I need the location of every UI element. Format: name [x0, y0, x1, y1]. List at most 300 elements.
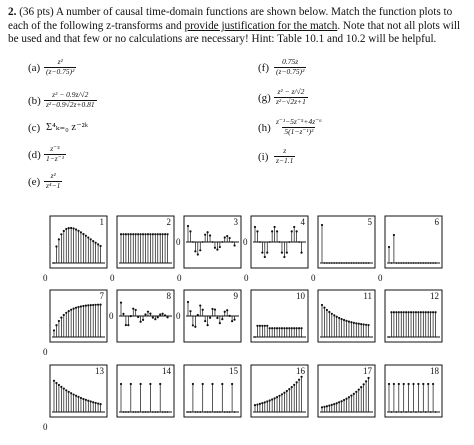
plot-stem-dot	[360, 323, 362, 325]
plot-stem-dot	[391, 411, 393, 413]
plot-stem-dot	[190, 411, 192, 413]
plot-stem-dot	[395, 311, 397, 313]
plot-stem-dot	[53, 380, 55, 382]
plot-stem-dot	[159, 383, 161, 385]
plot-stem-dot	[58, 384, 60, 386]
plot-stem-dot	[350, 321, 352, 323]
plot-stem-dot	[137, 316, 139, 318]
plot-stem-dot	[427, 311, 429, 313]
plot-number: 4	[300, 217, 305, 227]
plot-stem-dot	[229, 315, 231, 317]
plot-stem-dot	[187, 411, 189, 413]
plot-stem-dot	[209, 234, 211, 236]
plot-stem-dot	[298, 379, 300, 381]
plot-stem-dot	[300, 252, 302, 254]
plot-stem-dot	[234, 411, 236, 413]
plot-stem-dot	[216, 317, 218, 319]
plot-number: 18	[430, 366, 439, 376]
transform-label: (b)	[28, 95, 41, 107]
plot-stem-dot	[144, 233, 146, 235]
plot-stem-dot	[231, 383, 233, 385]
plot-stem-dot	[199, 304, 201, 306]
plot-number: 1	[99, 217, 104, 227]
plot-stem-dot	[122, 313, 124, 315]
plot-stem-dot	[345, 320, 347, 322]
plot-stem-dot	[152, 316, 154, 318]
plot-stem-dot	[53, 329, 55, 331]
plot-number: 11	[363, 291, 372, 301]
plot-stem-dot	[149, 383, 151, 385]
plot-stem-dot	[328, 311, 330, 313]
plot-stem-dot	[333, 262, 335, 264]
plot-stem-dot	[58, 238, 60, 240]
plot-stem-dot	[425, 411, 427, 413]
plot-stem-dot	[127, 233, 129, 235]
plot-stem-dot	[58, 320, 60, 322]
plot-stem-dot	[55, 245, 57, 247]
plot-stem-dot	[363, 383, 365, 385]
plot-stem-dot	[152, 411, 154, 413]
plot-stem-dot	[283, 327, 285, 329]
plot-stem-dot	[333, 314, 335, 316]
transform-numerator: z² − 0.9z/√2	[52, 90, 89, 99]
plot-stem-dot	[140, 383, 142, 385]
plot-stem-dot	[135, 233, 137, 235]
plot-stem-dot	[274, 226, 276, 228]
plot-stem-dot	[279, 241, 281, 243]
plot-stem-dot	[283, 256, 285, 258]
plot-stem-dot	[358, 389, 360, 391]
plot-stem-dot	[432, 262, 434, 264]
plot-stem-dot	[353, 262, 355, 264]
plot-stem-dot	[323, 307, 325, 309]
plot-stem-dot	[259, 241, 261, 243]
plot-stem-dot	[162, 313, 164, 315]
plot-stem-dot	[212, 241, 214, 243]
plot-stem-dot	[350, 395, 352, 397]
plot-stem-dot	[261, 402, 263, 404]
transform-denominator: z−1.1	[276, 155, 294, 165]
transform-label: (c)	[28, 122, 41, 134]
plot-stem-dot	[219, 322, 221, 324]
axis-zero-label: 0	[109, 311, 114, 321]
plot-stem-dot	[53, 262, 55, 264]
plot-stem-dot	[365, 324, 367, 326]
axis-zero-label: 0	[244, 273, 249, 283]
plot-stem-dot	[336, 402, 338, 404]
plot-stem-dot	[211, 308, 213, 310]
plot-stem-dot	[412, 383, 414, 385]
plot-stem-dot	[422, 262, 424, 264]
transform-label: (e)	[28, 176, 41, 188]
plot-stem-dot	[197, 411, 199, 413]
plot-stem-dot	[259, 403, 261, 405]
plot-stem-dot	[130, 233, 132, 235]
axis-zero-label: 0	[43, 273, 48, 283]
plot-stem-dot	[432, 311, 434, 313]
plot-stem-dot	[149, 233, 151, 235]
plot-stem-dot	[434, 311, 436, 313]
plot-stem-dot	[144, 313, 146, 315]
plot-stem-dot	[154, 411, 156, 413]
plot-stem-dot	[135, 411, 137, 413]
plot-stem-dot	[343, 262, 345, 264]
plot-stem-dot	[432, 383, 434, 385]
plot-stem-dot	[430, 311, 432, 313]
plot-stem-dot	[73, 393, 75, 395]
plot-stem-dot	[417, 383, 419, 385]
plot-stem-dot	[420, 411, 422, 413]
plot-stem-dot	[286, 390, 288, 392]
plot-stem-dot	[341, 262, 343, 264]
plot-stem-dot	[159, 313, 161, 315]
plot-stem-dot	[189, 310, 191, 312]
plot-stem-dot	[55, 382, 57, 384]
plot-stem-dot	[286, 327, 288, 329]
plot-stem-dot	[63, 230, 65, 232]
plot-stem-dot	[343, 319, 345, 321]
plot-stem-dot	[405, 411, 407, 413]
plot-stem-dot	[417, 311, 419, 313]
plot-stem-dot	[388, 383, 390, 385]
plot-stem-dot	[353, 393, 355, 395]
plot-stem-dot	[395, 262, 397, 264]
transform-denominator: 1−z⁻¹	[46, 153, 64, 163]
plot-stem-dot	[398, 311, 400, 313]
transform-label: (g)	[258, 92, 271, 104]
plot-stem-dot	[226, 411, 228, 413]
plot-stem-dot	[202, 309, 204, 311]
plot-stem-dot	[269, 327, 271, 329]
plot-stem-dot	[408, 383, 410, 385]
axis-zero-label: 0	[176, 237, 181, 247]
plot-stem-dot	[122, 233, 124, 235]
plot-stem-dot	[403, 262, 405, 264]
transform-numerator: 0.75z	[282, 57, 299, 66]
plot-stem-dot	[60, 233, 62, 235]
plot-stem-dot	[256, 230, 258, 232]
plot-stem-dot	[207, 411, 209, 413]
plot-stem-dot	[140, 233, 142, 235]
plot-stem-dot	[70, 309, 72, 311]
plot-stem-dot	[199, 249, 201, 251]
plot-stem-dot	[274, 327, 276, 329]
plot-stem-dot	[393, 383, 395, 385]
plot-stem-dot	[199, 411, 201, 413]
plot-stem-dot	[209, 411, 211, 413]
plot-stem-dot	[157, 233, 159, 235]
plot-stem-dot	[398, 262, 400, 264]
plot-stem-dot	[154, 233, 156, 235]
plot-stem-dot	[400, 262, 402, 264]
plot-stem-dot	[435, 262, 437, 264]
problem-points: (36 pts)	[19, 6, 54, 18]
plot-stem-dot	[87, 236, 89, 238]
plot-stem-dot	[430, 411, 432, 413]
plot-stem-dot	[125, 324, 127, 326]
plot-stem-dot	[130, 315, 132, 317]
plot-stem-dot	[224, 236, 226, 238]
plot-stem-dot	[85, 235, 87, 237]
plot-stem-dot	[164, 314, 166, 316]
plot-stem-dot	[159, 233, 161, 235]
plot-stem-dot	[99, 245, 101, 247]
plot-stem-dot	[353, 322, 355, 324]
plot-stem-dot	[197, 314, 199, 316]
plot-stem-dot	[333, 403, 335, 405]
plot-stem-dot	[400, 311, 402, 313]
plot-stem-dot	[157, 316, 159, 318]
plot-stem-dot	[365, 262, 367, 264]
transform-numerator: z² − z/√2	[277, 87, 305, 96]
plot-stem-dot	[324, 262, 326, 264]
plot-stem-dot	[90, 238, 92, 240]
plot-stem-dot	[274, 397, 276, 399]
plot-stem-dot	[283, 392, 285, 394]
plot-stem-dot	[187, 225, 189, 227]
plot-stem-dot	[92, 240, 94, 242]
plot-stem-dot	[99, 403, 101, 405]
plot-stem-dot	[214, 308, 216, 310]
plot-stem-dot	[217, 411, 219, 413]
plot-stem-dot	[390, 311, 392, 313]
problem-underlined: provide justification for the match	[184, 19, 338, 32]
plot-stem-dot	[326, 262, 328, 264]
plot-stem-dot	[142, 411, 144, 413]
transform-numerator: z⁻⁵	[50, 144, 60, 153]
plot-stem-dot	[73, 227, 75, 229]
plot-stem-dot	[405, 262, 407, 264]
plot-stem-dot	[298, 241, 300, 243]
plot-stem-dot	[336, 316, 338, 318]
plot-stem-dot	[278, 395, 280, 397]
plot-stem-dot	[68, 227, 70, 229]
plot-stem-dot	[132, 233, 134, 235]
plot-stem-dot	[221, 241, 223, 243]
plot-stem-dot	[286, 252, 288, 254]
plot-stem-dot	[127, 324, 129, 326]
plot-stem-dot	[142, 233, 144, 235]
plot-stem-dot	[415, 411, 417, 413]
plot-stem-dot	[233, 319, 235, 321]
plot-stem-dot	[254, 226, 256, 228]
plot-number: 17	[363, 366, 372, 376]
plot-stem-dot	[276, 327, 278, 329]
plot-stem-dot	[95, 304, 97, 306]
plot-stem-dot	[293, 327, 295, 329]
transform-label: (f)	[258, 62, 269, 74]
plot-stem-dot	[142, 319, 144, 321]
plot-stem-dot	[132, 308, 134, 310]
plot-stem-dot	[60, 386, 62, 388]
transform-numerator: z	[283, 146, 287, 155]
plot-stem-dot	[147, 411, 149, 413]
plot-number: 9	[233, 291, 238, 301]
plot-stem-dot	[166, 316, 168, 318]
plot-stem-dot	[219, 411, 221, 413]
plot-stem-dot	[293, 226, 295, 228]
plot-stem-dot	[300, 376, 302, 378]
plot-stem-dot	[331, 313, 333, 315]
plot-stem-dot	[336, 262, 338, 264]
plot-stem-dot	[80, 305, 82, 307]
plot-stem-dot	[99, 303, 101, 305]
plot-stem-dot	[271, 398, 273, 400]
plot-stem-dot	[85, 399, 87, 401]
plot-stem-dot	[293, 384, 295, 386]
plot-stem-dot	[211, 383, 213, 385]
transform-denominator: z²−√2z+1	[276, 96, 306, 106]
plot-stem-dot	[363, 262, 365, 264]
plot-stem-dot	[164, 411, 166, 413]
plot-stem-dot	[192, 383, 194, 385]
plot-stem-dot	[214, 411, 216, 413]
plot-stem-dot	[231, 241, 233, 243]
plot-stem-dot	[202, 241, 204, 243]
plot-stem-dot	[207, 231, 209, 233]
plot-stem-dot	[209, 317, 211, 319]
problem-text-a: A number of causal time-domain functions are shown below. Match the function plots to each of the following z-transforms and	[8, 6, 453, 32]
plot-stem-dot	[388, 246, 390, 248]
plot-stem-dot	[360, 262, 362, 264]
axis-zero-label: 0	[177, 273, 182, 283]
plot-stem-dot	[363, 323, 365, 325]
plot-stem-dot	[415, 311, 417, 313]
plot-stem-dot	[425, 262, 427, 264]
plot-stem-dot	[388, 336, 390, 338]
transform-numerator: z⁻¹−5z⁻⁵+4z⁻⁶	[276, 117, 322, 126]
plot-stem-dot	[367, 377, 369, 379]
plot-number: 14	[162, 366, 171, 376]
plot-stem-dot	[288, 388, 290, 390]
plot-stem-dot	[413, 262, 415, 264]
plot-stem-dot	[65, 228, 67, 230]
plot-stem-dot	[55, 324, 57, 326]
axis-zero-label: 0	[43, 347, 48, 357]
plot-stem-dot	[321, 406, 323, 408]
plot-stem-dot	[398, 383, 400, 385]
plot-stem-dot	[281, 252, 283, 254]
plot-stem-dot	[214, 247, 216, 249]
plot-stem-dot	[224, 411, 226, 413]
plot-stem-dot	[358, 323, 360, 325]
plot-stem-dot	[341, 400, 343, 402]
plot-stem-dot	[130, 383, 132, 385]
plot-stem-dot	[405, 311, 407, 313]
plot-stem-dot	[80, 231, 82, 233]
axis-zero-label: 0	[311, 273, 316, 283]
transform-denominator: (z−0.75)²	[46, 66, 75, 76]
plot-stem-dot	[137, 411, 139, 413]
plot-stem-dot	[427, 262, 429, 264]
plot-number: 2	[166, 217, 171, 227]
plot-stem-dot	[92, 304, 94, 306]
plot-stem-dot	[233, 244, 235, 246]
plot-stem-dot	[63, 388, 65, 390]
plot-stem-dot	[269, 399, 271, 401]
plot-stem-dot	[152, 233, 154, 235]
plot-number: 10	[296, 291, 305, 301]
plot-stem-dot	[229, 411, 231, 413]
plot-stem-dot	[135, 309, 137, 311]
plot-stem-dot	[415, 262, 417, 264]
transform-numerator: z²	[50, 171, 56, 180]
plot-stem-dot	[194, 411, 196, 413]
plot-stem-dot	[365, 380, 367, 382]
axis-zero-label: 0	[110, 273, 115, 283]
transform-denominator: z⁴−1	[46, 180, 61, 190]
plot-stem-dot	[189, 230, 191, 232]
plot-stem-dot	[145, 411, 147, 413]
transform-denominator: z²−0.9√2z+0.81	[46, 99, 95, 109]
plot-stem-dot	[147, 311, 149, 313]
transform-numerator: z²	[57, 57, 63, 66]
plot-number: 6	[434, 217, 439, 227]
plot-number: 8	[166, 291, 171, 301]
plot-stem-dot	[97, 402, 99, 404]
plot-stem-dot	[266, 325, 268, 327]
plot-stem-dot	[393, 311, 395, 313]
plot-frame	[318, 216, 375, 268]
plot-stem-dot	[393, 234, 395, 236]
plot-stem-dot	[147, 233, 149, 235]
plot-stem-dot	[149, 313, 151, 315]
plot-stem-dot	[281, 327, 283, 329]
plot-stem-dot	[140, 321, 142, 323]
plot-stem-dot	[87, 400, 89, 402]
plot-number: 15	[229, 366, 238, 376]
plot-stem-dot	[358, 262, 360, 264]
plot-stem-dot	[137, 233, 139, 235]
plot-stem-dot	[162, 411, 164, 413]
plot-stem-dot	[204, 411, 206, 413]
transform-denominator: (z−0.75)²	[276, 66, 305, 76]
problem-number: 2.	[8, 6, 17, 18]
plot-stem-dot	[331, 404, 333, 406]
transform-denominator: 5(1−z⁻¹)²	[284, 126, 314, 136]
plot-stem-dot	[328, 404, 330, 406]
plot-stem-dot	[221, 383, 223, 385]
plot-stem-dot	[92, 401, 94, 403]
plot-stem-dot	[321, 224, 323, 226]
plot-stem-dot	[296, 381, 298, 383]
plot-stem-dot	[338, 262, 340, 264]
plot-stem-dot	[63, 314, 65, 316]
plot-stem-dot	[425, 311, 427, 313]
plot-stem-dot	[266, 252, 268, 254]
plot-stem-dot	[338, 401, 340, 403]
axis-zero-label: 0	[378, 273, 383, 283]
plot-stem-dot	[420, 311, 422, 313]
plot-stem-dot	[70, 227, 72, 229]
plot-stem-dot	[427, 383, 429, 385]
plot-stem-dot	[412, 311, 414, 313]
plot-stem-dot	[192, 241, 194, 243]
problem-text-b: . Note that not all plots will be used and that few or no calculations are necessary! Hint: Table 10.1 and 10.2 will be helpful.	[8, 19, 461, 46]
plot-stem-dot	[367, 324, 369, 326]
plot-stem-dot	[298, 327, 300, 329]
plot-stem-dot	[341, 318, 343, 320]
plot-stem-dot	[77, 306, 79, 308]
plot-stem-dot	[400, 411, 402, 413]
plot-stem-dot	[403, 311, 405, 313]
plot-stem-dot	[197, 253, 199, 255]
plot-stem-dot	[95, 242, 97, 244]
plot-stem-dot	[259, 325, 261, 327]
plot-stem-dot	[403, 383, 405, 385]
plot-stem-dot	[338, 317, 340, 319]
plot-stem-dot	[368, 262, 370, 264]
